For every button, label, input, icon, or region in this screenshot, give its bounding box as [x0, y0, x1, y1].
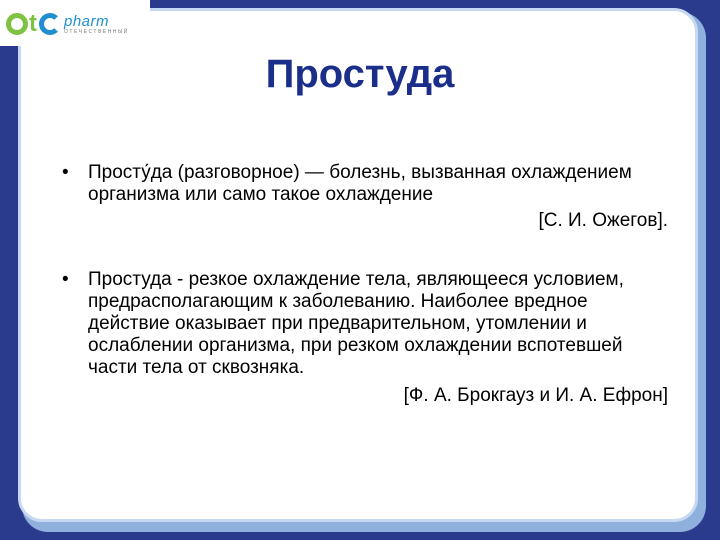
otc-pharm-logo — [6, 8, 129, 40]
logo-o-ring-icon — [6, 13, 28, 35]
bullet-dot-icon: • — [62, 162, 69, 183]
bullet-item-2 — [60, 269, 670, 407]
bullet-item-1 — [60, 162, 670, 232]
logo-t-letter: t — [29, 10, 37, 37]
citation-1: [С. И. Ожегов]. — [538, 210, 668, 231]
bullet-dot-icon: • — [62, 269, 69, 290]
definition-text-2: Простуда - резкое охлаждение тела, являющееся условием, предрасполагающим к заболеванию. Наиболее вредное действие оказывает при предварительном, утомлении и ослаблении организма, при резком охлаждении вспотевшей части тела от сквозняка. — [88, 269, 624, 378]
definition-text-1: Просту́да (разговорное) — болезнь, вызванная охлаждением организма или само такое охлаждение — [88, 162, 632, 205]
logo-c-ring-icon — [39, 13, 61, 35]
logo-area — [0, 0, 150, 46]
logo-pharm-text: pharm — [64, 12, 110, 30]
logo-subtext: ОТЕЧЕСТВЕННЫЙ — [64, 28, 129, 35]
slide-content — [60, 162, 670, 407]
logo-wordmark — [64, 14, 129, 35]
slide-title: Простуда — [265, 52, 455, 96]
citation-2: [Ф. А. Брокгауз и И. А. Ефрон] — [403, 385, 668, 406]
